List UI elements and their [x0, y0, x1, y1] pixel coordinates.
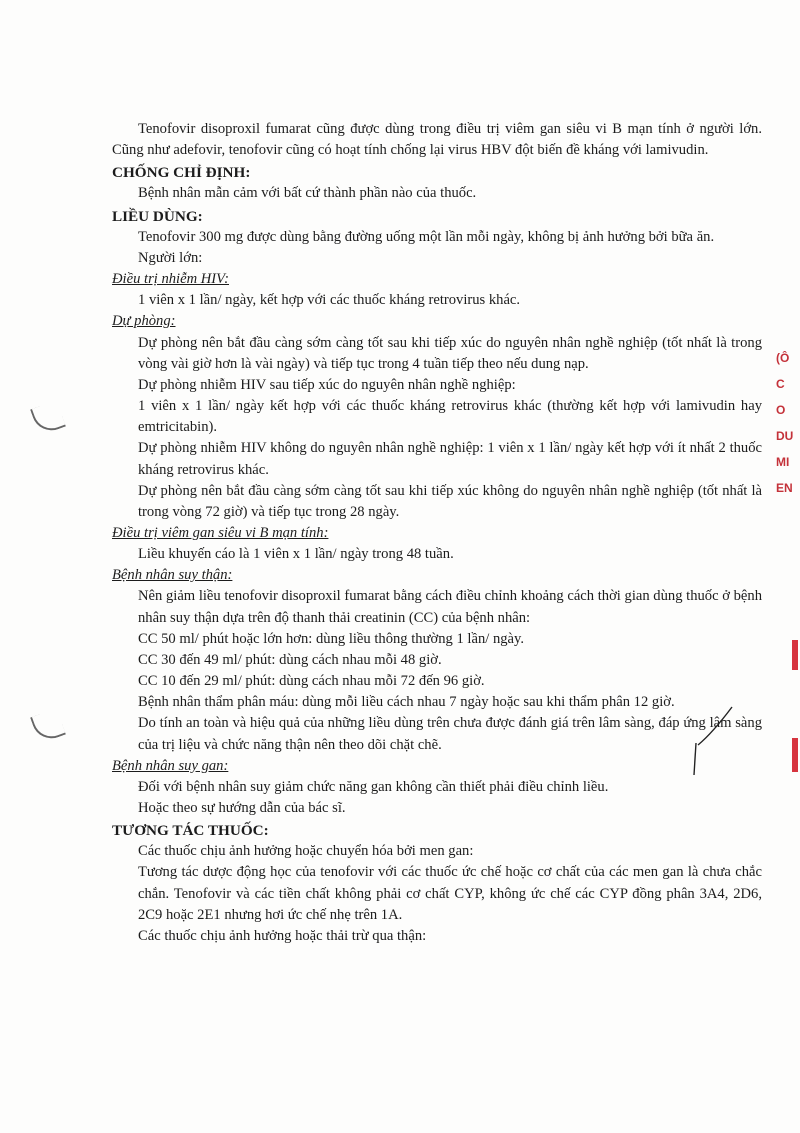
section-heading: CHỐNG CHỈ ĐỊNH:: [112, 164, 251, 182]
paragraph: Dự phòng nhiễm HIV không do nguyên nhân nghề nghiệp: 1 viên x 1 lần/ ngày kết hợp với ít nhất 2 thuốc kháng retrovirus khác.: [138, 440, 762, 478]
paragraph: Tenofovir 300 mg được dùng bằng đường uống một lần mỗi ngày, không bị ảnh hưởng bởi bữa ăn.: [138, 228, 715, 245]
punch-hole-mark: [30, 708, 66, 744]
document-body: [112, 119, 762, 947]
punch-hole-mark: [30, 400, 66, 436]
section-heading: LIỀU DÙNG:: [112, 207, 203, 225]
subsection-heading: Điều trị viêm gan siêu vi B mạn tính:: [112, 524, 329, 541]
paragraph: CC 30 đến 49 ml/ phút: dùng cách nhau mỗi 48 giờ.: [138, 651, 442, 668]
paragraph: Bệnh nhân thẩm phân máu: dùng mỗi liều cách nhau 7 ngày hoặc sau khi thẩm phân 12 giờ.: [138, 694, 675, 711]
stamp-mark: [792, 640, 798, 670]
paragraph: 1 viên x 1 lần/ ngày kết hợp với các thuốc kháng retrovirus khác (thường kết hợp với lamivudin hay emtricitabin).: [138, 398, 762, 436]
paragraph: Bệnh nhân mẫn cảm với bất cứ thành phần nào của thuốc.: [138, 185, 477, 202]
paragraph: CC 10 đến 29 ml/ phút: dùng cách nhau mỗi 72 đến 96 giờ.: [138, 673, 485, 690]
stamp-text: MI: [776, 455, 790, 469]
subsection-heading: Bệnh nhân suy gan:: [112, 757, 229, 774]
paragraph: Người lớn:: [138, 249, 203, 266]
subsection-heading: Dự phòng:: [112, 313, 176, 330]
paragraph: Tương tác dược động học của tenofovir với các thuốc ức chế hoặc cơ chất của các men gan là chưa chắc chắn. Tenofovir và các tiền chất không phải cơ chất CYP, không ức chế các CYP đồng phân 3A4, 2D6, 2C9 hoặc 2E1 nhưng hơi ức chế nhẹ trên 1A.: [138, 864, 762, 923]
stamp-text: O: [776, 403, 786, 417]
signature-mark: [672, 705, 742, 785]
paragraph: Nên giảm liều tenofovir disoproxil fumarat bằng cách điều chỉnh khoảng cách thời gian dùng thuốc ở bệnh nhân suy thận dựa trên độ thanh thải creatinin (CC) của bệnh nhân:: [138, 588, 762, 626]
stamp-mark: [792, 738, 798, 772]
company-stamp: [776, 345, 800, 505]
paragraph: Do tính an toàn và hiệu quả của những liều dùng trên chưa được đánh giá trên lâm sàng, đáp ứng lâm sàng của trị liệu và chức năng thận nên theo dõi chặt chẽ.: [138, 715, 762, 753]
paragraph: Các thuốc chịu ảnh hưởng hoặc chuyển hóa bởi men gan:: [138, 843, 474, 860]
paragraph: CC 50 ml/ phút hoặc lớn hơn: dùng liều thông thường 1 lần/ ngày.: [138, 630, 525, 647]
stamp-text: EN: [776, 481, 793, 495]
section-heading: TƯƠNG TÁC THUỐC:: [112, 822, 269, 840]
paragraph: 1 viên x 1 lần/ ngày, kết hợp với các thuốc kháng retrovirus khác.: [138, 292, 521, 309]
paragraph: Tenofovir disoproxil fumarat cũng được dùng trong điều trị viêm gan siêu vi B mạn tính ở người lớn. Cũng như adefovir, tenofovir cũng có hoạt tính chống lại virus HBV đột biến đề kháng với lamivudin.: [112, 121, 762, 159]
paragraph: Dự phòng nhiễm HIV sau tiếp xúc do nguyên nhân nghề nghiệp:: [138, 376, 516, 393]
paragraph: Liều khuyến cáo là 1 viên x 1 lần/ ngày trong 48 tuần.: [138, 546, 454, 563]
paragraph: Dự phòng nên bắt đầu càng sớm càng tốt sau khi tiếp xúc do nguyên nhân nghề nghiệp (tốt nhất là trong vòng vài giờ hơn là vài ngày) và tiếp tục trong 4 tuần tiếp theo nếu dung nạp.: [138, 334, 762, 372]
subsection-heading: Bệnh nhân suy thận:: [112, 567, 233, 584]
paragraph: Đối với bệnh nhân suy giảm chức năng gan không cần thiết phải điều chỉnh liều.: [138, 778, 609, 795]
paragraph: Các thuốc chịu ảnh hưởng hoặc thải trừ qua thận:: [138, 927, 427, 944]
subsection-heading: Điều trị nhiễm HIV:: [112, 271, 229, 288]
stamp-text: (Ô: [776, 351, 790, 365]
stamp-text: DU: [776, 429, 794, 443]
paragraph: Dự phòng nên bắt đầu càng sớm càng tốt sau khi tiếp xúc không do nguyên nhân nghề nghiệp (tốt nhất là trong vòng 72 giờ) và tiếp tục trong 28 ngày.: [138, 482, 762, 520]
paragraph: Hoặc theo sự hướng dẫn của bác sĩ.: [138, 800, 346, 816]
stamp-text: C: [776, 377, 785, 391]
